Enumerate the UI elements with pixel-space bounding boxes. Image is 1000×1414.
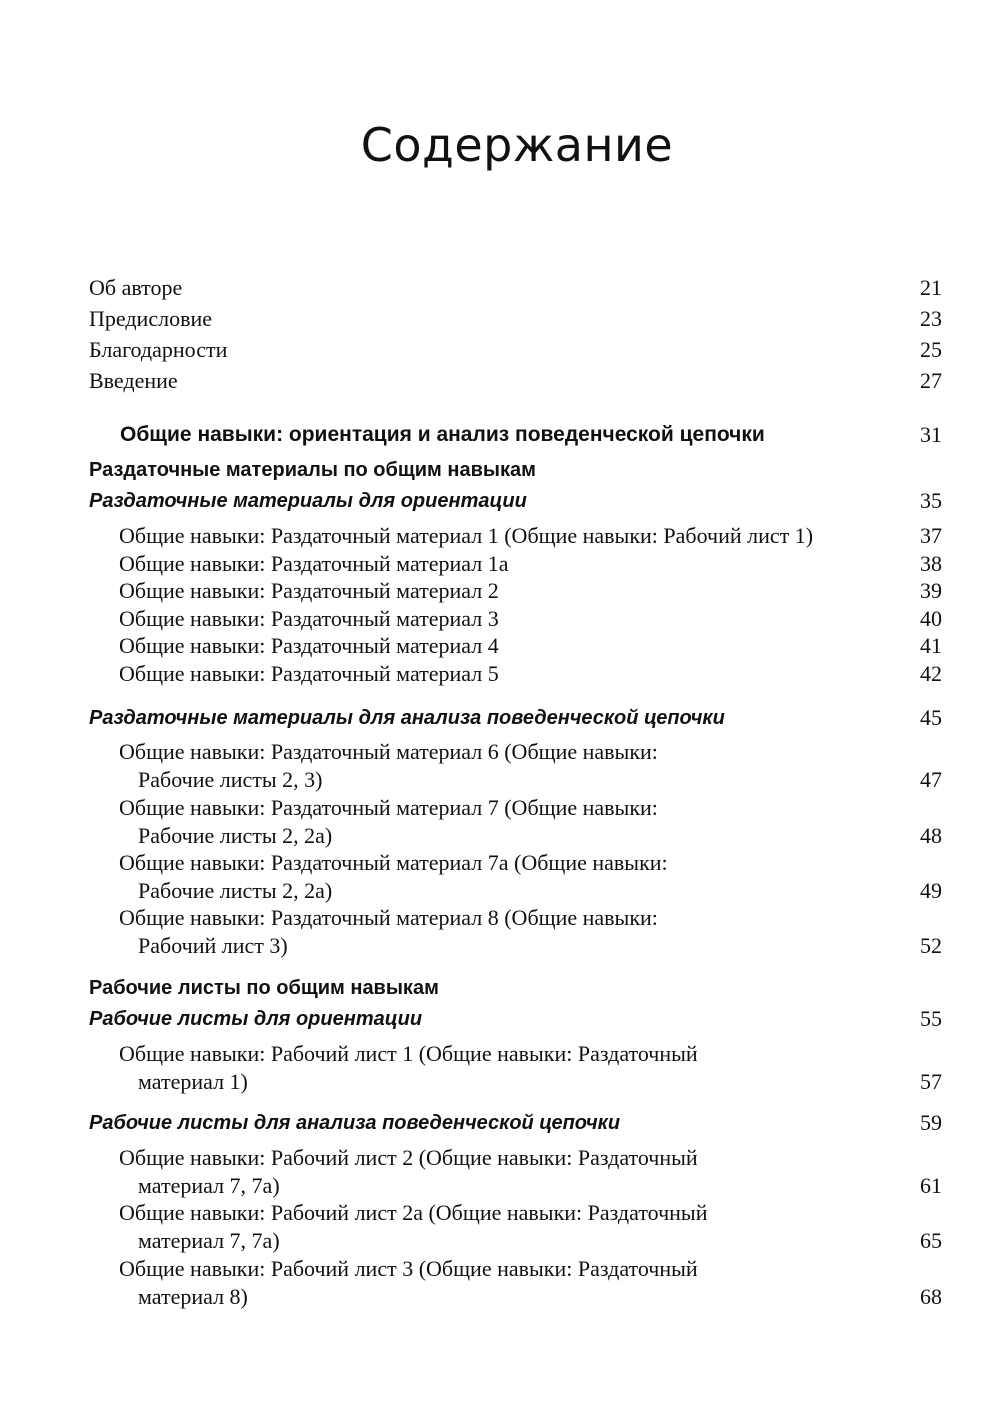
toc-entry[interactable] [0,904,1000,960]
toc-entry-label-line1: Общие навыки: Рабочий лист 3 (Общие навыки: Раздаточный [119,1256,698,1281]
toc-entry-label-line2: материал 7, 7а) [138,1228,280,1253]
toc-entry-label: Общие навыки: Раздаточный материал 5 [119,661,499,686]
toc-entry-label: Общие навыки: Раздаточный материал 1а [119,551,509,576]
toc-entry-label: Введение [89,368,178,393]
toc-entry-label-line2: Рабочие листы 2, 2а) [138,878,333,903]
toc-page-number: 49 [920,878,942,903]
toc-entry-label-line1: Общие навыки: Раздаточный материал 6 (Общие навыки: [119,739,658,764]
toc-subsection-label: Раздаточные материалы для анализа поведенческой цепочки [89,707,725,729]
toc-entry-label-line2: Рабочие листы 2, 3) [138,767,323,792]
toc-entry-label-line1: Общие навыки: Рабочий лист 2 (Общие навыки: Раздаточный [119,1145,698,1170]
toc-entry-label-line1: Общие навыки: Раздаточный материал 7а (Общие навыки: [119,850,668,875]
toc-page-number: 47 [920,767,942,792]
toc-page-number: 52 [920,933,942,958]
toc-entry-label: Общие навыки: Раздаточный материал 2 [119,578,499,603]
toc-page-number: 39 [920,578,942,603]
toc-entry-label: Общие навыки: Раздаточный материал 3 [119,606,499,631]
toc-page-number: 25 [920,337,942,362]
toc-page-number: 59 [920,1110,942,1135]
toc-entry[interactable] [0,1144,1000,1200]
toc-entry[interactable] [0,738,1000,794]
toc-part-label: Общие навыки: ориентация и анализ поведенческой цепочки [120,423,765,446]
toc-page-number: 31 [920,422,942,447]
toc-entry[interactable] [0,849,1000,905]
toc-subsection-label: Раздаточные материалы для ориентации [89,490,527,512]
toc-page-number: 38 [920,551,942,576]
toc-entry-label-line2: Рабочие листы 2, 2а) [138,823,333,848]
toc-page-number: 40 [920,606,942,631]
toc-entry-label-line2: материал 8) [138,1284,248,1309]
toc-entry-label-line2: материал 1) [138,1069,248,1094]
toc-entry-label: Общие навыки: Раздаточный материал 1 (Общие навыки: Рабочий лист 1) [119,523,814,548]
toc-page-number: 68 [920,1284,942,1309]
toc-page-number: 45 [920,705,942,730]
toc-subsection-label: Рабочие листы для ориентации [89,1008,423,1030]
page-title: Содержание [360,118,674,172]
toc-page-number: 48 [920,823,942,848]
toc-entry[interactable] [0,794,1000,850]
toc-entry-label-line2: материал 7, 7а) [138,1173,280,1198]
toc-entry-label-line1: Общие навыки: Раздаточный материал 7 (Общие навыки: [119,795,658,820]
toc-section-heading: Рабочие листы по общим навыкам [89,977,439,999]
toc-entry-label: Об авторе [89,275,183,300]
toc-subsection-label: Рабочие листы для анализа поведенческой цепочки [89,1112,621,1134]
toc-entry-label: Благодарности [89,337,228,362]
toc-page-number: 55 [920,1006,942,1031]
toc-page-number: 57 [920,1069,942,1094]
toc-entry-label-line2: Рабочий лист 3) [138,933,288,958]
toc-entry-label: Предисловие [89,306,212,331]
toc-entry-label-line1: Общие навыки: Раздаточный материал 8 (Общие навыки: [119,905,658,930]
toc-page-number: 35 [920,488,942,513]
toc-page-number: 37 [920,523,942,548]
toc-entry[interactable] [0,1199,1000,1255]
toc-entry-label: Общие навыки: Раздаточный материал 4 [119,633,499,658]
toc-page-number: 61 [920,1173,942,1198]
toc-page-number: 27 [920,368,942,393]
toc-page-number: 41 [920,633,942,658]
toc-page-number: 42 [920,661,942,686]
toc-entry[interactable] [0,1040,1000,1096]
toc-entry-label-line1: Общие навыки: Рабочий лист 1 (Общие навыки: Раздаточный [119,1041,698,1066]
toc-page-number: 65 [920,1228,942,1253]
toc-page-number: 23 [920,306,942,331]
toc-section-heading: Раздаточные материалы по общим навыкам [89,459,536,481]
toc-entry-label-line1: Общие навыки: Рабочий лист 2а (Общие навыки: Раздаточный [119,1200,708,1225]
toc-entry[interactable] [0,1255,1000,1311]
toc-page-number: 21 [920,275,942,300]
